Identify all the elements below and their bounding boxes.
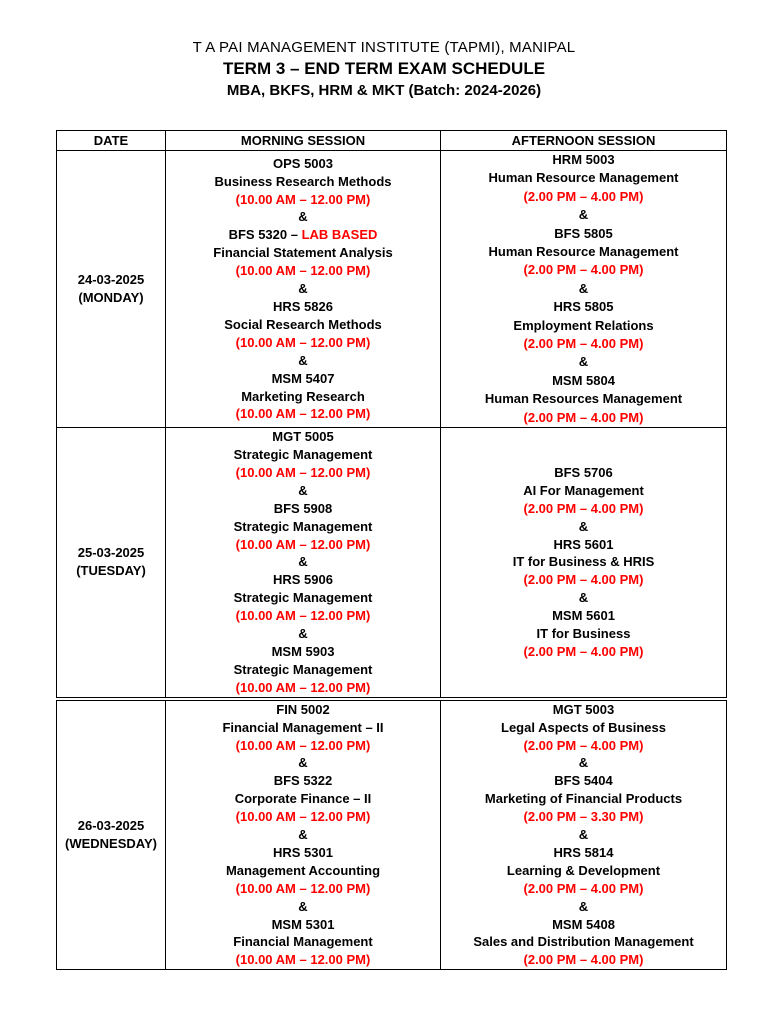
course-title: Strategic Management	[233, 447, 373, 462]
exam-time: (2.00 PM – 4.00 PM)	[523, 572, 644, 588]
document-header	[0, 38, 768, 102]
separator: &	[578, 898, 589, 914]
course-title: IT for Business	[536, 626, 631, 642]
course-title: Financial Management	[233, 934, 373, 950]
course-code: HRS 5805	[553, 299, 614, 315]
course-title: Sales and Distribution Management	[473, 934, 694, 950]
separator: &	[578, 354, 589, 370]
separator: &	[578, 590, 589, 606]
afternoon-session-cell	[441, 151, 727, 428]
separator: &	[298, 482, 308, 498]
exam-day: (WEDNESDAY)	[65, 835, 157, 851]
course-code: BFS 5908	[273, 500, 333, 516]
course-title: Strategic Management	[233, 661, 373, 677]
schedule-title: TERM 3 – END TERM EXAM SCHEDULE	[222, 59, 546, 78]
course-code	[166, 226, 440, 244]
course-code: MGT 5003	[552, 701, 615, 717]
separator: &	[298, 898, 308, 914]
exam-time: (10.00 AM – 12.00 PM)	[235, 263, 371, 279]
exam-time: (10.00 AM – 12.00 PM)	[235, 952, 371, 968]
exam-time: (10.00 AM – 12.00 PM)	[235, 679, 371, 695]
separator: &	[298, 554, 308, 570]
course-title: Management Accounting	[225, 862, 381, 878]
separator: &	[578, 518, 589, 534]
course-title: Financial Management – II	[222, 719, 384, 735]
exam-time: (10.00 AM – 12.00 PM)	[235, 880, 371, 896]
course-title: Employment Relations	[513, 317, 654, 333]
exam-day: (TUESDAY)	[76, 563, 146, 579]
exam-date: 25-03-2025	[77, 545, 145, 561]
separator: &	[578, 207, 589, 223]
course-title: Learning & Development	[506, 862, 661, 878]
course-code-text: BFS 5320 –	[228, 227, 302, 243]
exam-time: (2.00 PM – 4.00 PM)	[523, 262, 644, 278]
exam-time: (2.00 PM – 4.00 PM)	[523, 952, 644, 968]
course-title: Financial Statement Analysis	[213, 245, 393, 261]
morning-session-cell	[166, 699, 441, 970]
afternoon-session-cell	[441, 428, 727, 699]
date-cell	[57, 699, 166, 970]
course-title: Human Resource Management	[488, 170, 679, 186]
exam-time: (2.00 PM – 4.00 PM)	[523, 336, 644, 352]
course-code: HRS 5826	[273, 299, 333, 314]
exam-time: (10.00 AM – 12.00 PM)	[235, 536, 371, 552]
course-code: HRS 5301	[273, 844, 333, 860]
exam-time: (10.00 AM – 12.00 PM)	[235, 464, 371, 480]
exam-time: (10.00 AM – 12.00 PM)	[235, 334, 371, 350]
exam-schedule-table	[56, 130, 727, 970]
header-date: DATE	[57, 131, 166, 151]
course-code: HRS 5906	[273, 572, 333, 588]
course-code: BFS 5322	[273, 773, 333, 789]
exam-time: (10.00 AM – 12.00 PM)	[235, 406, 371, 422]
exam-date: 26-03-2025	[77, 818, 145, 834]
separator: &	[578, 827, 589, 843]
table-row	[57, 699, 727, 970]
separator: &	[298, 209, 308, 225]
table-row	[57, 151, 727, 428]
table-header-row	[57, 131, 727, 151]
course-title: Business Research Methods	[214, 173, 392, 189]
course-title: Human Resources Management	[484, 391, 683, 407]
course-code: HRM 5003	[552, 152, 615, 167]
course-title: Human Resource Management	[488, 244, 679, 260]
course-code: FIN 5002	[276, 701, 330, 717]
exam-time: (2.00 PM – 4.00 PM)	[523, 188, 644, 204]
exam-time: (2.00 PM – 3.30 PM)	[523, 809, 644, 825]
course-code: MSM 5804	[552, 372, 615, 388]
header-afternoon-session: AFTERNOON SESSION	[441, 131, 727, 151]
programs-batch: MBA, BKFS, HRM & MKT (Batch: 2024-2026)	[226, 82, 542, 99]
separator: &	[298, 281, 308, 297]
exam-time: (2.00 PM – 4.00 PM)	[523, 880, 644, 896]
date-cell	[57, 428, 166, 699]
exam-time: (10.00 AM – 12.00 PM)	[235, 608, 371, 624]
course-code: BFS 5805	[554, 225, 613, 241]
course-title: Strategic Management	[233, 518, 373, 534]
course-title: Social Research Methods	[224, 316, 382, 332]
exam-time: (10.00 AM – 12.00 PM)	[235, 809, 371, 825]
course-code: MSM 5301	[271, 916, 335, 932]
morning-session-cell	[166, 428, 441, 699]
course-title: Marketing of Financial Products	[484, 791, 683, 807]
exam-date: 24-03-2025	[77, 272, 145, 288]
morning-session-cell	[166, 151, 441, 428]
course-code: OPS 5003	[273, 155, 333, 171]
course-code: MSM 5903	[271, 643, 335, 659]
course-title: Corporate Finance – II	[234, 791, 372, 807]
lab-based-tag: LAB BASED	[301, 227, 378, 243]
course-code: BFS 5706	[554, 464, 613, 480]
course-title: Legal Aspects of Business	[501, 719, 666, 735]
course-title: Strategic Management	[233, 590, 373, 606]
institute-name: T A PAI MANAGEMENT INSTITUTE (TAPMI), MANIPAL	[192, 39, 576, 56]
course-title: AI For Management	[523, 482, 644, 498]
exam-time: (10.00 AM – 12.00 PM)	[235, 737, 371, 753]
separator: &	[298, 352, 308, 368]
table-row	[57, 428, 727, 699]
course-code: MSM 5408	[552, 916, 615, 932]
exam-time: (2.00 PM – 4.00 PM)	[523, 409, 644, 425]
exam-time: (10.00 AM – 12.00 PM)	[235, 191, 371, 207]
exam-time: (2.00 PM – 4.00 PM)	[523, 737, 644, 753]
header-morning-session: MORNING SESSION	[166, 131, 441, 151]
course-code: MSM 5601	[552, 608, 615, 624]
exam-time: (2.00 PM – 4.00 PM)	[523, 500, 644, 516]
course-title: IT for Business & HRIS	[512, 554, 655, 570]
course-code: MSM 5407	[271, 370, 335, 386]
course-code: HRS 5601	[553, 536, 614, 552]
course-title: Marketing Research	[241, 388, 365, 404]
exam-day: (MONDAY)	[78, 290, 144, 306]
separator: &	[578, 755, 589, 771]
separator: &	[298, 827, 308, 843]
separator: &	[298, 755, 308, 771]
course-code: BFS 5404	[554, 773, 613, 789]
course-code: HRS 5814	[553, 844, 614, 860]
date-cell	[57, 151, 166, 428]
exam-time: (2.00 PM – 4.00 PM)	[523, 643, 644, 659]
separator: &	[298, 626, 308, 642]
separator: &	[578, 280, 589, 296]
course-code: MGT 5005	[272, 429, 334, 445]
afternoon-session-cell	[441, 699, 727, 970]
